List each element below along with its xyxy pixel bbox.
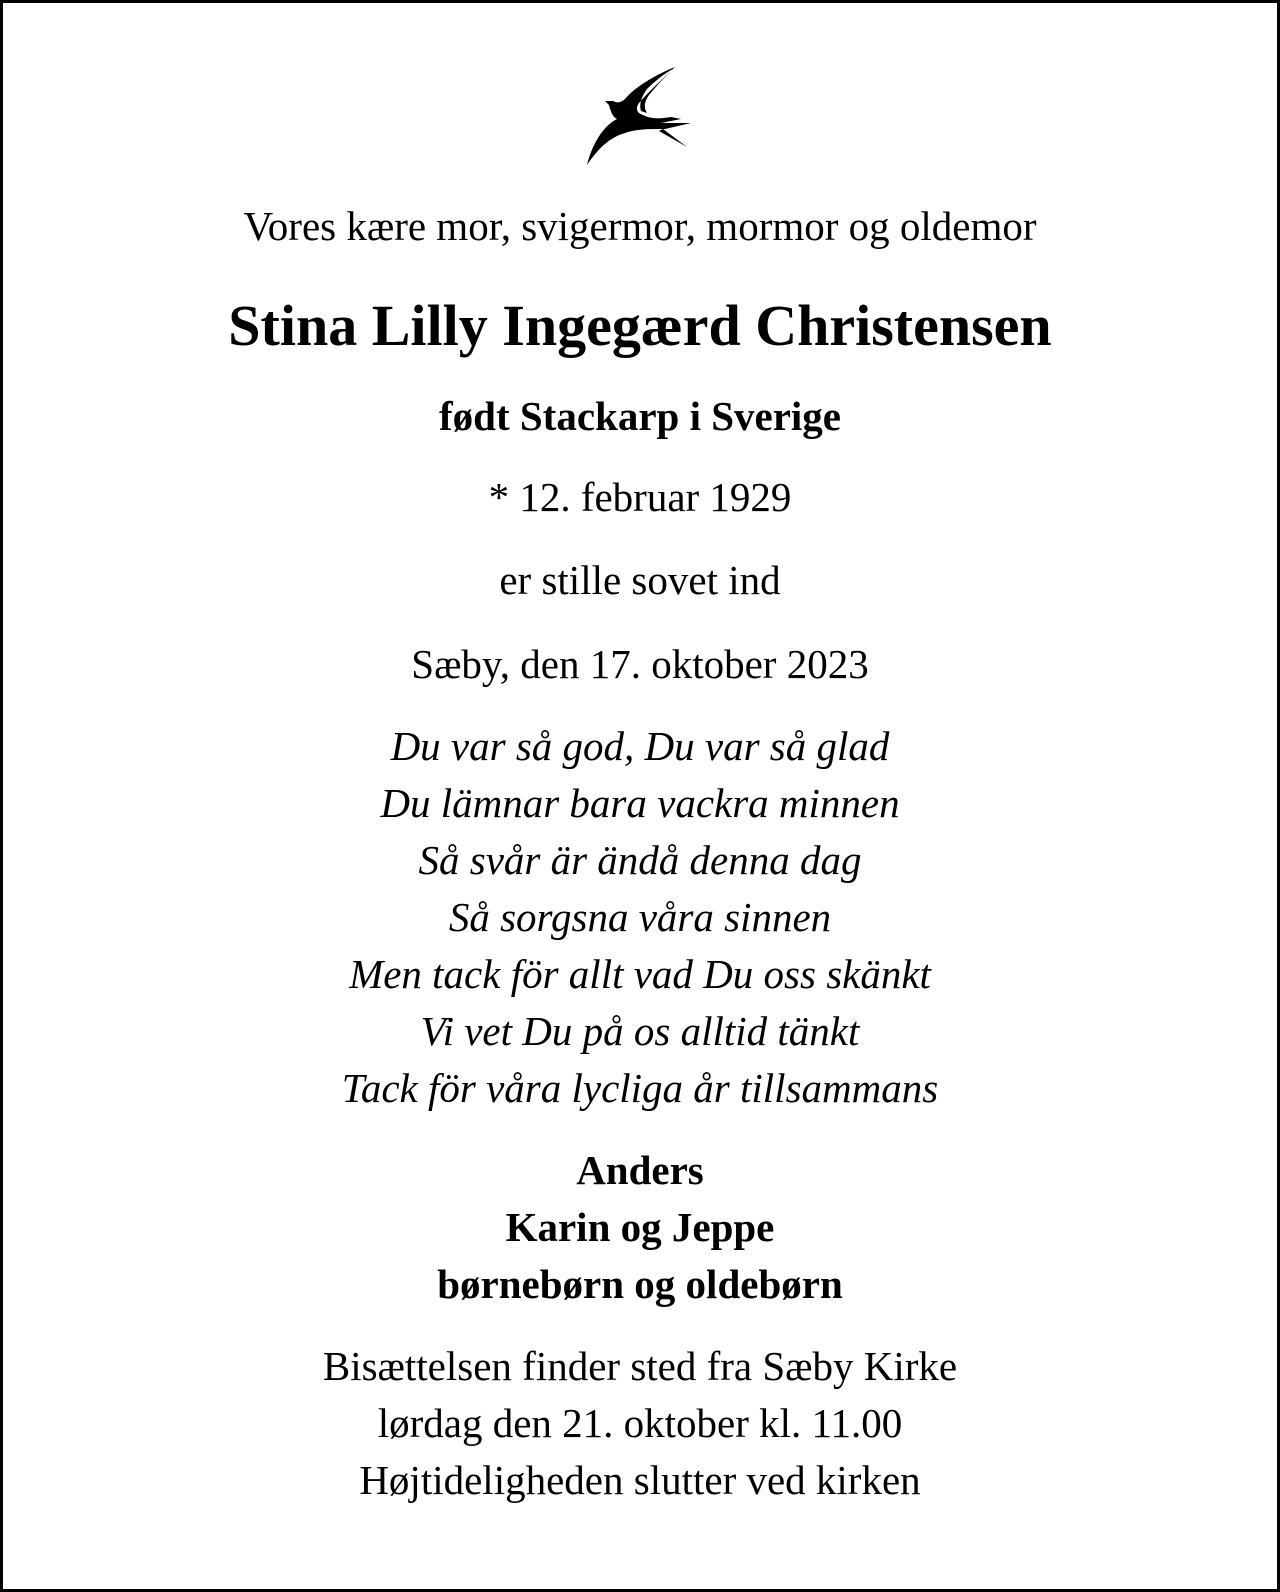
- intro-line: Vores kære mor, svigermor, mormor og oldemor: [243, 203, 1037, 249]
- family-line: Karin og Jeppe: [505, 1204, 775, 1250]
- birth-name: født Stackarp i Sverige: [439, 393, 841, 439]
- poem-line: Du lämnar bara vackra minnen: [380, 780, 900, 826]
- funeral-line: lørdag den 21. oktober kl. 11.00: [377, 1400, 903, 1446]
- family-line: Anders: [576, 1147, 704, 1193]
- place-date: Sæby, den 17. oktober 2023: [411, 641, 869, 687]
- poem-line: Men tack för allt vad Du oss skänkt: [349, 951, 931, 997]
- funeral-line: Højtideligheden slutter ved kirken: [359, 1457, 921, 1503]
- poem-line: Så sorgsna våra sinnen: [448, 894, 832, 940]
- swallow-bird-icon: [585, 63, 697, 171]
- poem-line: Tack för våra lycliga år tillsammans: [341, 1065, 939, 1111]
- passed-text: er stille sovet ind: [499, 557, 781, 603]
- poem-line: Så svår är ändå denna dag: [418, 837, 862, 883]
- poem-line: Vi vet Du på os alltid tänkt: [420, 1008, 860, 1054]
- poem-line: Du var så god, Du var så glad: [390, 723, 890, 769]
- deceased-name: Stina Lilly Ingegærd Christensen: [228, 293, 1052, 358]
- funeral-line: Bisættelsen finder sted fra Sæby Kirke: [322, 1343, 958, 1389]
- family-line: børnebørn og oldebørn: [437, 1261, 843, 1307]
- birth-date: * 12. februar 1929: [488, 474, 792, 520]
